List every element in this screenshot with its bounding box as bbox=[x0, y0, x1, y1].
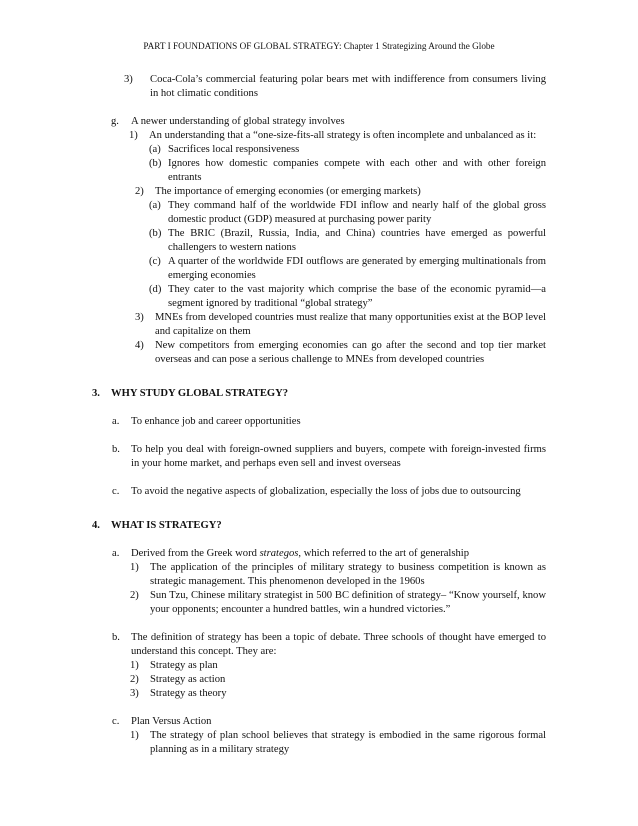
list-text: They command half of the worldwide FDI inflow and nearly half of the global gross domestic product (GDP) measured at purchasing power parity bbox=[168, 200, 546, 225]
list-item bbox=[149, 283, 546, 311]
list-item bbox=[129, 129, 546, 143]
list-marker: g. bbox=[111, 116, 119, 127]
text-segment: Derived from the Greek word bbox=[131, 548, 260, 559]
list-text: Coca-Cola’s commercial featuring polar bears met with indifference from consumers living in hot climatic conditions bbox=[150, 74, 546, 99]
list-marker: c. bbox=[112, 486, 120, 497]
list-marker: 2) bbox=[130, 590, 139, 601]
list-text: Ignores how domestic companies compete with each other and with other foreign entrants bbox=[168, 158, 546, 183]
list-text: The application of the principles of military strategy to business competition is known as strategic management. This phenomenon developed in the 1960s bbox=[150, 562, 546, 587]
outline-item-a bbox=[112, 547, 546, 561]
outline-item-c bbox=[112, 715, 546, 729]
list-text: A quarter of the worldwide FDI outflows are generated by emerging multinationals from emerging economies bbox=[168, 256, 546, 281]
list-text: MNEs from developed countries must realize that many opportunities exist at the BOP level and capitalize on them bbox=[155, 312, 546, 337]
list-text bbox=[131, 547, 546, 561]
outline-item-g bbox=[111, 115, 546, 129]
list-item bbox=[149, 199, 546, 227]
section-heading bbox=[92, 387, 546, 401]
list-item bbox=[135, 311, 546, 339]
list-marker: 1) bbox=[130, 730, 139, 741]
section-title: WHY STUDY GLOBAL STRATEGY? bbox=[111, 388, 289, 399]
list-item bbox=[149, 255, 546, 283]
list-text: The strategy of plan school believes that strategy is embodied in the same rigorous formal planning as in a military strategy bbox=[150, 730, 546, 755]
list-item bbox=[130, 589, 546, 617]
list-marker: 1) bbox=[130, 660, 139, 671]
list-item bbox=[130, 673, 546, 687]
list-item bbox=[130, 659, 546, 673]
list-item bbox=[130, 687, 546, 701]
list-text: An understanding that a “one-size-fits-all strategy is often incomplete and unbalanced as it: bbox=[149, 130, 537, 141]
list-text: A newer understanding of global strategy involves bbox=[131, 116, 345, 127]
list-marker: a. bbox=[112, 416, 120, 427]
list-item bbox=[112, 415, 546, 429]
list-text: Strategy as action bbox=[150, 674, 226, 685]
page-content bbox=[0, 73, 638, 757]
list-text: Strategy as theory bbox=[150, 688, 227, 699]
list-marker: (a) bbox=[149, 144, 161, 155]
list-text: Plan Versus Action bbox=[131, 716, 212, 727]
list-marker: c. bbox=[112, 716, 120, 727]
list-marker: (a) bbox=[149, 200, 161, 211]
list-marker: b. bbox=[112, 444, 120, 455]
list-item bbox=[130, 729, 546, 757]
section-heading bbox=[92, 519, 546, 533]
list-marker: 2) bbox=[130, 674, 139, 685]
list-item bbox=[124, 73, 546, 101]
section-number: 4. bbox=[92, 520, 100, 531]
list-text: The BRIC (Brazil, Russia, India, and China) countries have emerged as powerful challengers to western nations bbox=[168, 228, 546, 253]
section-title: WHAT IS STRATEGY? bbox=[111, 520, 222, 531]
list-item bbox=[135, 339, 546, 367]
list-item bbox=[112, 485, 546, 499]
list-marker: a. bbox=[112, 548, 120, 559]
list-text: Strategy as plan bbox=[150, 660, 218, 671]
text-segment: , which referred to the art of generalship bbox=[298, 548, 470, 559]
list-marker: (b) bbox=[149, 228, 162, 239]
list-item bbox=[149, 227, 546, 255]
list-text: To enhance job and career opportunities bbox=[131, 416, 301, 427]
list-marker: (b) bbox=[149, 158, 162, 169]
list-text: Sacrifices local responsiveness bbox=[168, 144, 300, 155]
list-marker: 1) bbox=[129, 130, 138, 141]
list-item bbox=[149, 157, 546, 185]
outline-item-b bbox=[112, 631, 546, 659]
italic-term: strategos bbox=[259, 548, 299, 559]
list-text: To help you deal with foreign-owned suppliers and buyers, compete with foreign-invested firms in your home market, and perhaps even sell and invest overseas bbox=[131, 444, 546, 469]
list-item bbox=[130, 561, 546, 589]
list-marker: 3) bbox=[135, 312, 144, 323]
section-number: 3. bbox=[92, 388, 100, 399]
list-item bbox=[135, 185, 546, 199]
list-marker: b. bbox=[112, 632, 120, 643]
page-header: PART I FOUNDATIONS OF GLOBAL STRATEGY: Chapter 1 Strategizing Around the Globe bbox=[143, 41, 495, 51]
list-text: The definition of strategy has been a topic of debate. Three schools of thought have emerged to understand this concept. They are: bbox=[131, 632, 546, 657]
list-marker: 4) bbox=[135, 340, 144, 351]
list-text: New competitors from emerging economies can go after the second and top tier market overseas and can pose a serious challenge to MNEs from developed countries bbox=[155, 340, 546, 365]
list-marker: 3) bbox=[130, 688, 139, 699]
list-item bbox=[112, 443, 546, 471]
list-text: They cater to the vast majority which comprise the base of the economic pyramid—a segment ignored by traditional “global strategy” bbox=[168, 284, 546, 309]
list-marker: 3) bbox=[124, 74, 133, 85]
list-marker: (d) bbox=[149, 284, 162, 295]
list-marker: 1) bbox=[130, 562, 139, 573]
list-item bbox=[149, 143, 546, 157]
list-marker: 2) bbox=[135, 186, 144, 197]
list-marker: (c) bbox=[149, 256, 161, 267]
list-text: Sun Tzu, Chinese military strategist in 500 BC definition of strategy– “Know yourself, know your opponents; encounter a hundred battles, win a hundred victories.” bbox=[150, 590, 546, 615]
list-text: The importance of emerging economies (or emerging markets) bbox=[155, 186, 421, 197]
list-text: To avoid the negative aspects of globalization, especially the loss of jobs due to outsourcing bbox=[131, 486, 521, 497]
